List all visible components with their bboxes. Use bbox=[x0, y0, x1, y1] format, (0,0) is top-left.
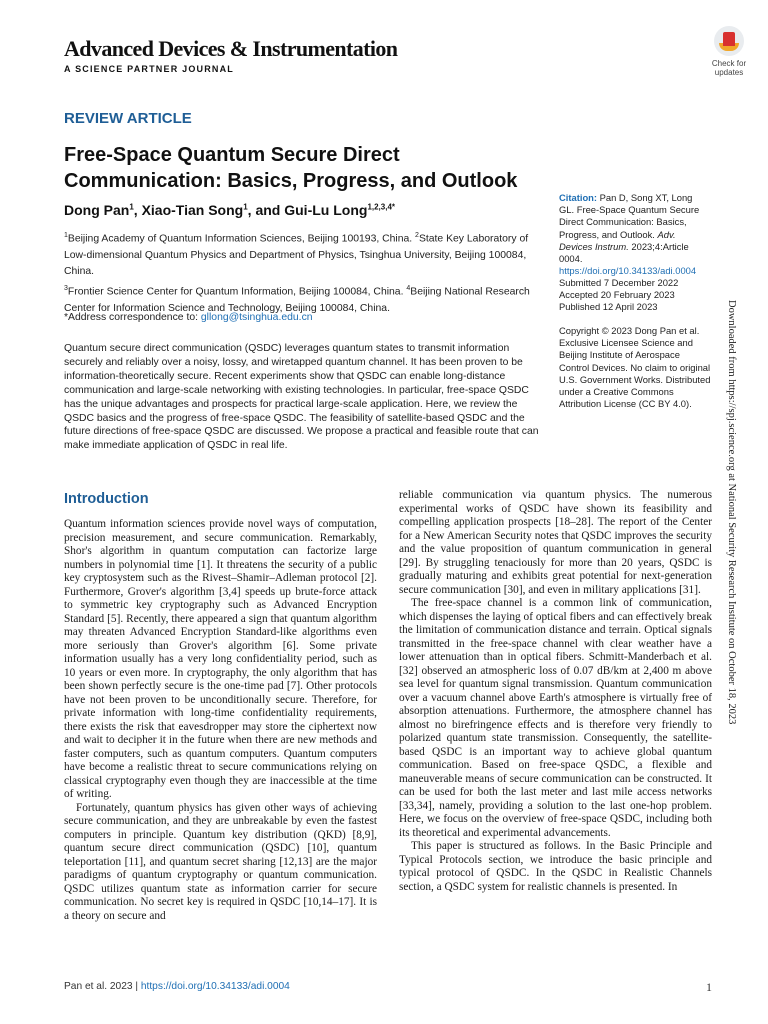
affiliations bbox=[64, 228, 546, 317]
paragraph: reliable communication via quantum physics. The numerous experimental works of QSDC have shown its feasibility and compelling application prospects [18–28]. The report of the Center for a New American Security notes that QSDC improves the security and the value proposition of quantum communication in general [29]. By struggling tenaciously for more than 20 years, QSDC is gradually maturing and exhibits great potential for next-generation secure communication [30], and even in military applications [31]. bbox=[399, 489, 712, 596]
article-title: Free-Space Quantum Secure Direct Communication: Basics, Progress, and Outlook bbox=[64, 144, 518, 192]
citation-label: Citation: bbox=[559, 192, 598, 203]
correspondence bbox=[64, 312, 313, 323]
submitted-date: Submitted 7 December 2022 bbox=[559, 277, 679, 288]
paragraph: Fortunately, quantum physics has given other ways of achieving secure communication, and they are unbreakable by even the fastest computers in principle. Quantum key distribution (QKD) [8,9], quantum secure direct communication (QSDC) [10], quantum teleportation [11], and quantum secret sharing [12,13] are the major paradigms of quantum cryptography or quantum communication. QSDC utilizes quantum state as information carrier for secure communication. No secret key is required in QSDC [10,14–17]. It is a theory on secure and bbox=[64, 801, 377, 922]
paragraph: Quantum information sciences provide novel ways of computation, precision measurement, and secure communication. Remarkably, Shor's algorithm in quantum computation can factorize large numbers in polynomial time [1]. It threatens the security of a public key cryptosystem such as the Rivest–Shamir–Adleman protocol [2]. Furthermore, Grover's algorithm [3,4] speeds up brute-force attack to symmetric key cryptography such as Advanced Encryption Standard [5]. Recently, there appeared a sign that quantum algorithm may threaten Advanced Encryption Standard-like algorithms even more seriously than Grover's algorithm [6]. Some private information usually has a very long confidentiality period, such as 10 years or even more. In cryptography, the only algorithm that has been shown perfectly secure is the one-time pad [7]. Other protocols have not been proven to be unconditionally secure. Therefore, for private information with long-time confidentiality requirements, there exists the risk that eavesdropper may store the ciphertext now and wait to decipher it in the future when there are new methods and faster computers, such as quantum computers. Quantum computers have become a realistic threat to secure communications relying on classical cryptography even though they are inaccessible at the time of writing. bbox=[64, 518, 377, 800]
affiliation-text: Beijing Academy of Quantum Information Sciences, Beijing 100193, China. bbox=[67, 233, 416, 245]
affiliation-sup: 2 bbox=[415, 232, 419, 239]
body-column-left bbox=[64, 518, 377, 923]
article-dates bbox=[559, 277, 709, 314]
affiliation-text: State Key Laboratory of Low-dimensional Quantum Physics and Department of Physics, Tsinghua University, Beijing 100084, China. bbox=[64, 233, 529, 278]
author-name: Dong Pan bbox=[64, 202, 130, 218]
author-separator: , bbox=[133, 202, 142, 218]
correspondence-email-link[interactable]: gllong@tsinghua.edu.cn bbox=[200, 312, 313, 323]
citation-block bbox=[559, 192, 709, 277]
citation-rest: 2023;4:Article 0004. bbox=[559, 240, 689, 265]
body-column-right bbox=[399, 489, 712, 894]
published-date: Published 12 April 2023 bbox=[559, 301, 658, 313]
affiliation-sup: 3 bbox=[64, 284, 68, 292]
accepted-date: Accepted 20 February 2023 bbox=[559, 289, 675, 301]
affiliation-text: Frontier Science Center for Quantum Information, Beijing 100084, China. bbox=[67, 286, 407, 298]
author-separator: , and bbox=[247, 202, 285, 218]
affiliation-sup: 1 bbox=[64, 232, 68, 239]
paragraph: The free-space channel is a common link of communication, which dispenses the laying of optical fibers and can effectively break the limitation of communication distance and terrain. Optical signals transmitted in the free-space channel with clear weather have a lower attenuation than in optical fibers. Schmitt-Manderbach et al. [32] observed an atmospheric loss of 0.07 dB/km at 2,400 m above sea level for quantum signal transmission. Quantum communication over a vacuum channel above Earth's atmosphere is virtually free of absorption attenuations. Furthermore, the atmosphere channel has almost no birefringence effects and is therefore very friendly to polarized quantum state transmission. Consequently, the satellite-based QSDC is an important way to achieve global quantum communication. Based on free-space QSDC, a flexible and maneuverable means of secure communication can be constructed. It can be used for both the last meter and last mile access networks [33,34], namely, providing a solution to the last one-hop problem. Here, we focus on the overview of free-space QSDC, including both its theoretical and experimental advancements. bbox=[399, 597, 712, 839]
author-name: Xiao-Tian Song bbox=[141, 202, 244, 218]
correspondence-label: *Address correspondence to: bbox=[64, 312, 201, 323]
check-for-updates-button[interactable] bbox=[707, 26, 751, 82]
check-updates-icon bbox=[714, 26, 744, 56]
copyright-notice: Copyright © 2023 Dong Pan et al. Exclusive Licensee Science and Beijing Institute of Aerospace Control Devices. No claim to original U.S. Government Works. Distributed under a Creative Commons Attribution License (CC BY 4.0). bbox=[559, 325, 711, 410]
paragraph: This paper is structured as follows. In the Basic Principle and Typical Protocols section, we introduce the basic principle and typical protocol of QSDC. In the QSDC in Realistic Channels section, a QSDC system for realistic channels is presented. In bbox=[399, 840, 712, 893]
footer-citation-text: Pan et al. 2023 | bbox=[64, 981, 141, 992]
page-number: 1 bbox=[706, 980, 712, 994]
abstract: Quantum secure direct communication (QSDC) leverages quantum states to transmit information securely and reliably over a noisy, lossy, and wiretapped quantum channel. It has been proven to be information-theoretically secure. Recent experiments show that QSDC can enable long-distance communication and large-scale networking with existing technologies. In particular, free-space QSDC has the unique advantages and prospects for practical large-scale application. Here, we review the QSDC basics and the progress of free-space QSDC. The feasibility of satellite-based QSDC and the future directions of free-space QSDC are discussed. We propose a practical and feasible route that can make immediate application of QSDC in real life. bbox=[64, 343, 539, 452]
author-affiliation-sup: 1 bbox=[129, 202, 134, 212]
author-affiliation-sup: 1,2,3,4* bbox=[367, 202, 396, 212]
affiliation-text: Beijing National Research Center for Information Science and Technology, Beijing 100084, China. bbox=[64, 286, 530, 314]
article-type: REVIEW ARTICLE bbox=[64, 110, 192, 127]
author-name: Gui-Lu Long bbox=[284, 202, 368, 218]
journal-title: Advanced Devices & Instrumentation bbox=[64, 36, 398, 61]
footer-doi-link[interactable]: https://doi.org/10.34133/adi.0004 bbox=[140, 981, 290, 992]
author-list bbox=[64, 202, 395, 218]
footer-citation bbox=[64, 981, 290, 992]
section-heading-introduction: Introduction bbox=[64, 491, 149, 507]
check-updates-label: Check for updates bbox=[711, 59, 747, 77]
citation-doi-link[interactable]: https://doi.org/10.34133/adi.0004 bbox=[559, 265, 697, 277]
journal-subtitle: A SCIENCE PARTNER JOURNAL bbox=[64, 64, 235, 74]
citation-journal: Adv. Devices Instrum. bbox=[559, 228, 676, 252]
author-affiliation-sup: 1 bbox=[243, 202, 248, 212]
affiliation-sup: 4 bbox=[406, 284, 411, 292]
download-margin-note: Downloaded from https://spj.science.org at National Security Research Institute on October 18, 2023 bbox=[726, 300, 737, 725]
citation-text: Pan D, Song XT, Long GL. Free-Space Quantum Secure Direct Communication: Basics, Progress, and Outlook. bbox=[559, 192, 700, 240]
